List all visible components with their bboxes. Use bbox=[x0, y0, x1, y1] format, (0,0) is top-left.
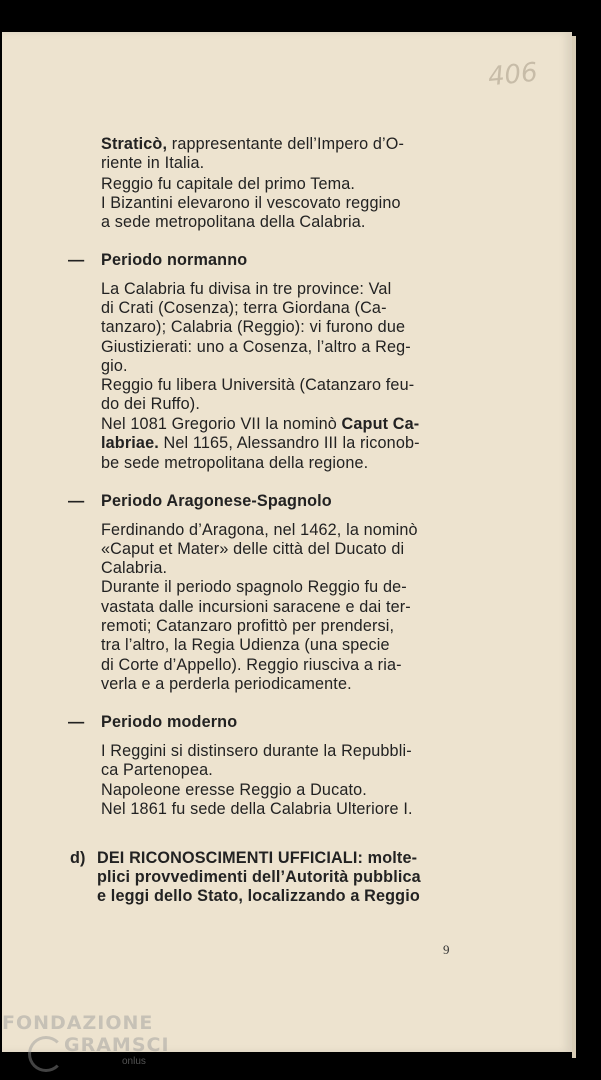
intro-line-3: Reggio fu capitale del primo Tema. bbox=[101, 175, 356, 193]
normanno-line: gio. bbox=[101, 357, 128, 375]
normanno-line: di Crati (Cosenza); terra Giordana (Ca- bbox=[101, 299, 387, 317]
point-d-line: plici provvedimenti dell’Autorità pubblica bbox=[97, 868, 421, 886]
moderno-line: ca Partenopea. bbox=[101, 761, 213, 779]
normanno-line: Giustizierati: uno a Cosenza, l’altro a Reg- bbox=[101, 338, 411, 356]
page-number: 9 bbox=[443, 942, 450, 957]
normanno-line: tanzaro); Calabria (Reggio): vi furono due bbox=[101, 318, 406, 336]
moderno-line: Nel 1861 fu sede della Calabria Ulteriore I. bbox=[101, 800, 413, 818]
aragonese-line: di Corte d’Appello). Reggio riusciva a ria- bbox=[101, 656, 402, 674]
section-title-normanno: Periodo normanno bbox=[101, 251, 248, 269]
aragonese-line: verla e a perderla periodicamente. bbox=[101, 675, 352, 693]
normanno-line: be sede metropolitana della regione. bbox=[101, 454, 369, 472]
intro-line-1: Straticò, rappresentante dell’Impero d’O- bbox=[101, 135, 405, 153]
section-dash: — bbox=[68, 492, 85, 510]
point-d-line: e leggi dello Stato, localizzando a Reggio bbox=[97, 887, 420, 905]
watermark-line-2: GRAMSCI bbox=[64, 1034, 170, 1056]
intro-line-4: I Bizantini elevarono il vescovato reggino bbox=[101, 194, 401, 212]
section-dash: — bbox=[68, 713, 85, 731]
watermark-line-1: FONDAZIONE bbox=[2, 1012, 154, 1034]
page-edge bbox=[572, 36, 576, 1058]
normanno-line: do dei Ruffo). bbox=[101, 395, 200, 413]
section-title-moderno: Periodo moderno bbox=[101, 713, 238, 731]
intro-line-5: a sede metropolitana della Calabria. bbox=[101, 213, 366, 231]
normanno-line: Reggio fu libera Università (Catanzaro feu- bbox=[101, 376, 415, 394]
aragonese-line: Durante il periodo spagnolo Reggio fu de- bbox=[101, 578, 407, 596]
section-dash: — bbox=[68, 251, 85, 269]
aragonese-line: tra l’altro, la Regia Udienza (una specie bbox=[101, 636, 390, 654]
watermark-line-3: onlus bbox=[122, 1056, 146, 1067]
aragonese-line: Ferdinando d’Aragona, nel 1462, la nominò bbox=[101, 521, 418, 539]
moderno-line: I Reggini si distinsero durante la Repubbli- bbox=[101, 742, 412, 760]
archive-stamp-number: 406 bbox=[486, 57, 540, 93]
aragonese-line: Calabria. bbox=[101, 559, 168, 577]
normanno-line: La Calabria fu divisa in tre province: Val bbox=[101, 280, 392, 298]
watermark-logo-icon bbox=[28, 1036, 64, 1072]
aragonese-line: «Caput et Mater» delle città del Ducato di bbox=[101, 540, 405, 558]
intro-line-2: riente in Italia. bbox=[101, 154, 205, 172]
point-d-line: DEI RICONOSCIMENTI UFFICIALI: molte- bbox=[97, 849, 418, 867]
aragonese-line: remoti; Catanzaro profittò per prendersi, bbox=[101, 617, 395, 635]
normanno-line: Nel 1081 Gregorio VII la nominò Caput Ca- bbox=[101, 415, 420, 433]
point-d-marker: d) bbox=[70, 849, 86, 867]
normanno-line: labriae. Nel 1165, Alessandro III la riconob- bbox=[101, 434, 420, 452]
section-title-aragonese: Periodo Aragonese-Spagnolo bbox=[101, 492, 332, 510]
moderno-line: Napoleone eresse Reggio a Ducato. bbox=[101, 781, 367, 799]
aragonese-line: vastata dalle incursioni saracene e dai ter- bbox=[101, 598, 411, 616]
